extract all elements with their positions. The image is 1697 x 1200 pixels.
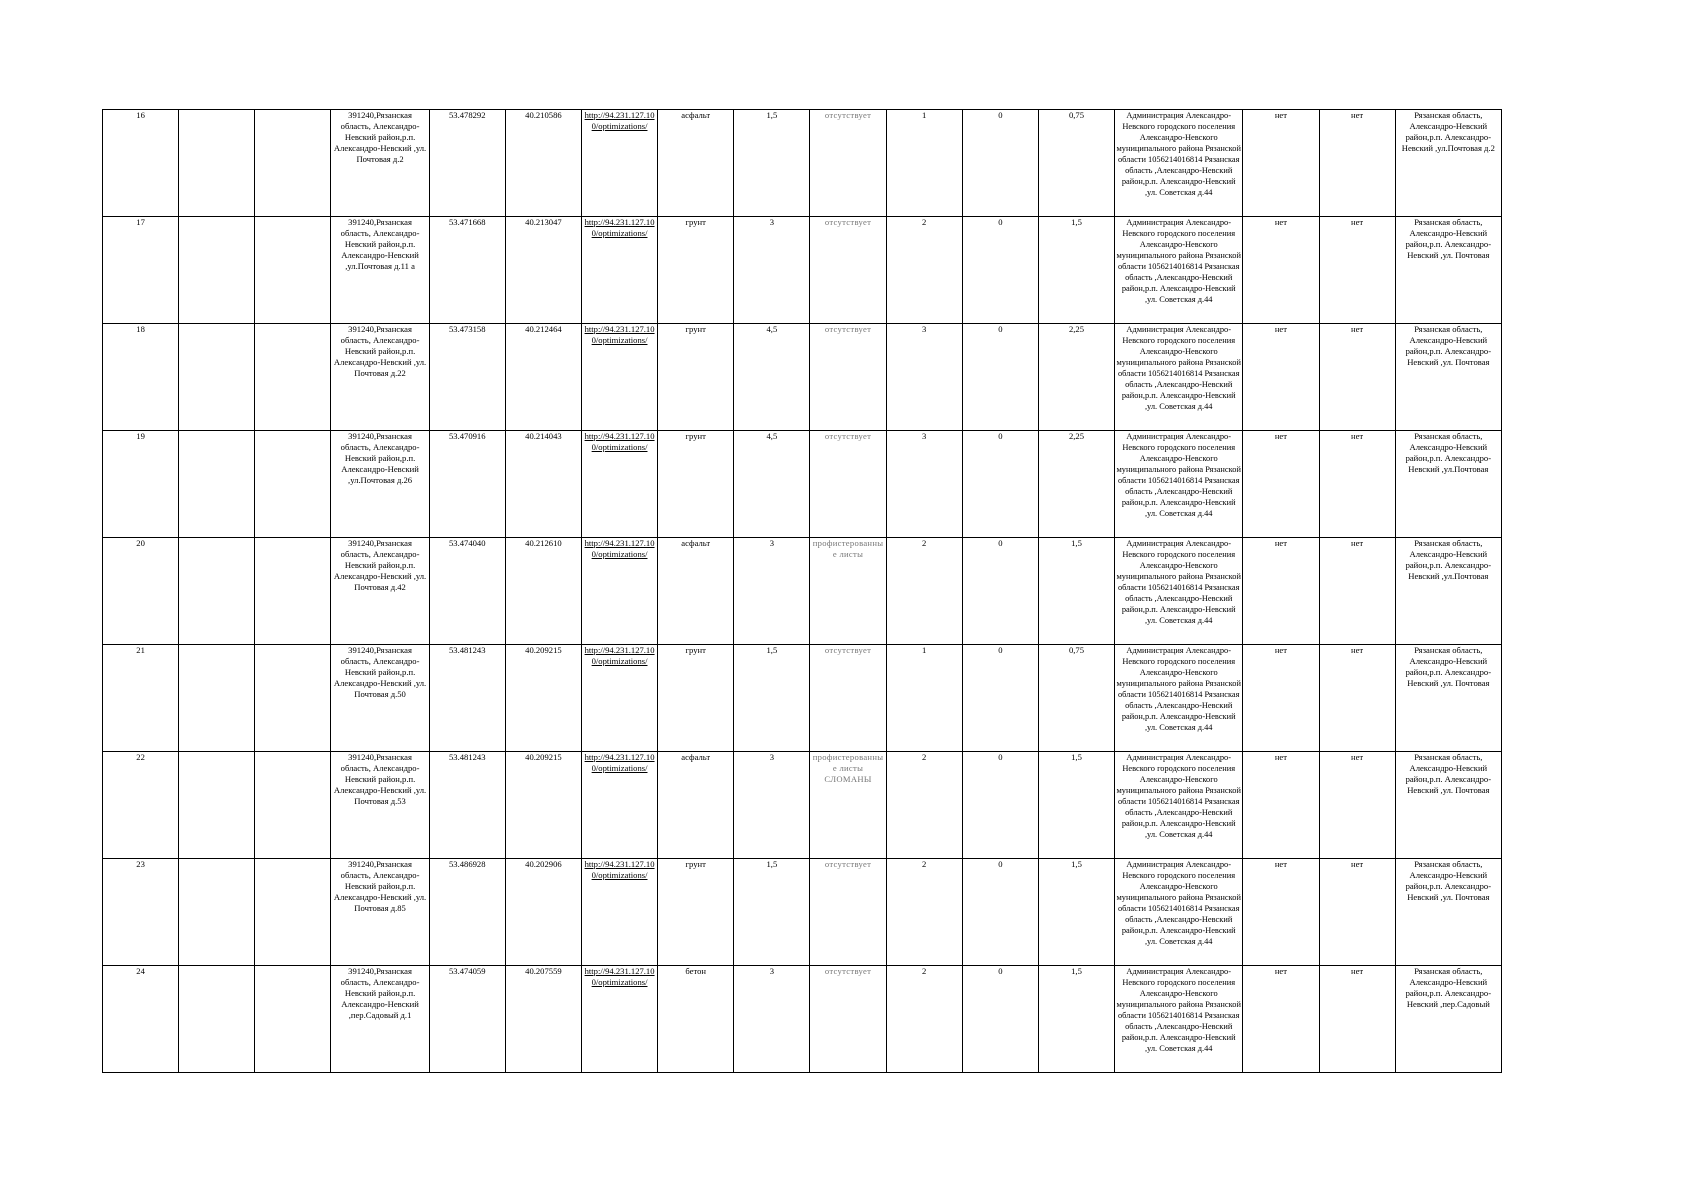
surface-cell: грунт <box>658 431 734 538</box>
row-number: 17 <box>103 217 179 324</box>
zero-cell: 0 <box>962 431 1038 538</box>
longitude-cell: 40.207559 <box>505 966 581 1073</box>
empty-cell <box>179 431 255 538</box>
area-cell: 4,5 <box>734 324 810 431</box>
latitude-cell: 53.471668 <box>429 217 505 324</box>
address-cell: 391240,Рязанская область, Александро-Невский район,р.п. Александро-Невский ,ул. Почтовая д.42 <box>331 538 429 645</box>
flag-cell: нет <box>1319 859 1395 966</box>
area-cell: 4,5 <box>734 431 810 538</box>
map-link[interactable] <box>581 645 657 752</box>
flag-cell: нет <box>1319 431 1395 538</box>
map-link[interactable] <box>581 966 657 1073</box>
row-number: 18 <box>103 324 179 431</box>
empty-cell <box>179 859 255 966</box>
flag-cell: нет <box>1243 645 1319 752</box>
zero-cell: 0 <box>962 110 1038 217</box>
location-cell: Рязанская область, Александро-Невский район,р.п. Александро-Невский ,пер.Садовый <box>1395 966 1501 1073</box>
latitude-cell: 53.474040 <box>429 538 505 645</box>
owner-cell: Администрация Александро-Невского городского поселения Александро-Невского муниципального района Рязанской области 1056214016814 Рязанская область ,Александро-Невский район,р.п. Александро-Невский ,ул. Советская д.44 <box>1115 645 1243 752</box>
fence-cell: отсутствует <box>810 324 886 431</box>
area-cell: 1,5 <box>734 110 810 217</box>
address-cell: 391240,Рязанская область, Александро-Невский район,р.п. Александро-Невский ,ул. Почтовая д.50 <box>331 645 429 752</box>
location-cell: Рязанская область, Александро-Невский район,р.п. Александро-Невский ,ул.Почтовая <box>1395 538 1501 645</box>
flag-cell: нет <box>1319 752 1395 859</box>
table-row <box>103 859 1502 966</box>
surface-cell: асфальт <box>658 538 734 645</box>
surface-cell: грунт <box>658 324 734 431</box>
table-row <box>103 966 1502 1073</box>
empty-cell <box>179 324 255 431</box>
table-body <box>103 110 1502 1073</box>
owner-cell: Администрация Александро-Невского городского поселения Александро-Невского муниципального района Рязанской области 1056214016814 Рязанская область ,Александро-Невский район,р.п. Александро-Невский ,ул. Советская д.44 <box>1115 431 1243 538</box>
address-cell: 391240,Рязанская область, Александро-Невский район,р.п. Александро-Невский ,ул. Почтовая д.22 <box>331 324 429 431</box>
volume-cell: 1,5 <box>1038 752 1114 859</box>
map-link-text[interactable]: http://94.231.127.10 0/optimizations/ <box>584 110 655 131</box>
area-cell: 1,5 <box>734 645 810 752</box>
map-link[interactable] <box>581 110 657 217</box>
zero-cell: 0 <box>962 966 1038 1073</box>
row-number: 24 <box>103 966 179 1073</box>
longitude-cell: 40.210586 <box>505 110 581 217</box>
flag-cell: нет <box>1319 645 1395 752</box>
map-link[interactable] <box>581 859 657 966</box>
area-cell: 3 <box>734 217 810 324</box>
flag-cell: нет <box>1319 217 1395 324</box>
table-row <box>103 538 1502 645</box>
longitude-cell: 40.209215 <box>505 752 581 859</box>
registry-table <box>102 109 1502 1073</box>
owner-cell: Администрация Александро-Невского городского поселения Александро-Невского муниципального района Рязанской области 1056214016814 Рязанская область ,Александро-Невский район,р.п. Александро-Невский ,ул. Советская д.44 <box>1115 966 1243 1073</box>
fence-cell: профистерованные листы СЛОМАНЫ <box>810 752 886 859</box>
flag-cell: нет <box>1243 431 1319 538</box>
longitude-cell: 40.209215 <box>505 645 581 752</box>
table-row <box>103 217 1502 324</box>
fence-cell: отсутствует <box>810 966 886 1073</box>
table-row <box>103 752 1502 859</box>
flag-cell: нет <box>1319 110 1395 217</box>
flag-cell: нет <box>1243 217 1319 324</box>
surface-cell: асфальт <box>658 110 734 217</box>
flag-cell: нет <box>1319 966 1395 1073</box>
surface-cell: бетон <box>658 966 734 1073</box>
fence-cell: отсутствует <box>810 217 886 324</box>
volume-cell: 2,25 <box>1038 324 1114 431</box>
empty-cell <box>255 431 331 538</box>
containers-count-cell: 2 <box>886 217 962 324</box>
map-link-text[interactable]: http://94.231.127.10 0/optimizations/ <box>584 538 655 559</box>
empty-cell <box>179 645 255 752</box>
latitude-cell: 53.481243 <box>429 645 505 752</box>
fence-cell: отсутствует <box>810 110 886 217</box>
volume-cell: 0,75 <box>1038 645 1114 752</box>
flag-cell: нет <box>1243 324 1319 431</box>
flag-cell: нет <box>1243 110 1319 217</box>
map-link[interactable] <box>581 217 657 324</box>
row-number: 21 <box>103 645 179 752</box>
containers-count-cell: 3 <box>886 431 962 538</box>
volume-cell: 2,25 <box>1038 431 1114 538</box>
latitude-cell: 53.473158 <box>429 324 505 431</box>
empty-cell <box>255 324 331 431</box>
empty-cell <box>255 110 331 217</box>
flag-cell: нет <box>1243 966 1319 1073</box>
row-number: 16 <box>103 110 179 217</box>
fence-cell: отсутствует <box>810 859 886 966</box>
location-cell: Рязанская область, Александро-Невский район,р.п. Александро-Невский ,ул.Почтовая д.2 <box>1395 110 1501 217</box>
owner-cell: Администрация Александро-Невского городского поселения Александро-Невского муниципального района Рязанской области 1056214016814 Рязанская область ,Александро-Невский район,р.п. Александро-Невский ,ул. Советская д.44 <box>1115 538 1243 645</box>
map-link-text[interactable]: http://94.231.127.10 0/optimizations/ <box>584 645 655 666</box>
latitude-cell: 53.481243 <box>429 752 505 859</box>
location-cell: Рязанская область, Александро-Невский район,р.п. Александро-Невский ,ул.Почтовая <box>1395 431 1501 538</box>
row-number: 19 <box>103 431 179 538</box>
location-cell: Рязанская область, Александро-Невский район,р.п. Александро-Невский ,ул. Почтовая <box>1395 217 1501 324</box>
latitude-cell: 53.470916 <box>429 431 505 538</box>
containers-count-cell: 2 <box>886 752 962 859</box>
empty-cell <box>179 966 255 1073</box>
empty-cell <box>179 538 255 645</box>
address-cell: 391240,Рязанская область, Александро-Невский район,р.п. Александро-Невский ,ул. Почтовая д.85 <box>331 859 429 966</box>
owner-cell: Администрация Александро-Невского городского поселения Александро-Невского муниципального района Рязанской области 1056214016814 Рязанская область ,Александро-Невский район,р.п. Александро-Невский ,ул. Советская д.44 <box>1115 110 1243 217</box>
zero-cell: 0 <box>962 538 1038 645</box>
map-link-text[interactable]: http://94.231.127.10 0/optimizations/ <box>584 966 655 987</box>
flag-cell: нет <box>1243 859 1319 966</box>
empty-cell <box>255 859 331 966</box>
containers-count-cell: 2 <box>886 538 962 645</box>
map-link[interactable] <box>581 324 657 431</box>
flag-cell: нет <box>1243 752 1319 859</box>
address-cell: 391240,Рязанская область, Александро-Невский район,р.п. Александро-Невский ,ул. Почтовая д.2 <box>331 110 429 217</box>
surface-cell: грунт <box>658 645 734 752</box>
map-link-text[interactable]: http://94.231.127.10 0/optimizations/ <box>584 324 655 345</box>
map-link-text[interactable]: http://94.231.127.10 0/optimizations/ <box>584 217 655 238</box>
map-link[interactable] <box>581 538 657 645</box>
row-number: 22 <box>103 752 179 859</box>
surface-cell: грунт <box>658 859 734 966</box>
fence-cell: профистерованные листы <box>810 538 886 645</box>
volume-cell: 1,5 <box>1038 966 1114 1073</box>
row-number: 23 <box>103 859 179 966</box>
area-cell: 3 <box>734 538 810 645</box>
containers-count-cell: 1 <box>886 645 962 752</box>
map-link-text[interactable]: http://94.231.127.10 0/optimizations/ <box>584 431 655 452</box>
surface-cell: грунт <box>658 217 734 324</box>
owner-cell: Администрация Александро-Невского городского поселения Александро-Невского муниципального района Рязанской области 1056214016814 Рязанская область ,Александро-Невский район,р.п. Александро-Невский ,ул. Советская д.44 <box>1115 752 1243 859</box>
zero-cell: 0 <box>962 752 1038 859</box>
volume-cell: 1,5 <box>1038 538 1114 645</box>
address-cell: 391240,Рязанская область, Александро-Невский район,р.п. Александро-Невский ,ул. Почтовая д.53 <box>331 752 429 859</box>
containers-count-cell: 3 <box>886 324 962 431</box>
empty-cell <box>255 217 331 324</box>
map-link[interactable] <box>581 752 657 859</box>
zero-cell: 0 <box>962 217 1038 324</box>
zero-cell: 0 <box>962 324 1038 431</box>
flag-cell: нет <box>1319 324 1395 431</box>
surface-cell: асфальт <box>658 752 734 859</box>
table-row <box>103 324 1502 431</box>
latitude-cell: 53.478292 <box>429 110 505 217</box>
latitude-cell: 53.474059 <box>429 966 505 1073</box>
longitude-cell: 40.202906 <box>505 859 581 966</box>
fence-cell: отсутствует <box>810 645 886 752</box>
row-number: 20 <box>103 538 179 645</box>
longitude-cell: 40.214043 <box>505 431 581 538</box>
empty-cell <box>255 966 331 1073</box>
table-row <box>103 645 1502 752</box>
containers-count-cell: 2 <box>886 966 962 1073</box>
area-cell: 1,5 <box>734 859 810 966</box>
volume-cell: 1,5 <box>1038 859 1114 966</box>
empty-cell <box>179 752 255 859</box>
flag-cell: нет <box>1243 538 1319 645</box>
address-cell: 391240,Рязанская область, Александро-Невский район,р.п. Александро-Невский ,ул.Почтовая д.26 <box>331 431 429 538</box>
table-row <box>103 110 1502 217</box>
location-cell: Рязанская область, Александро-Невский район,р.п. Александро-Невский ,ул. Почтовая <box>1395 324 1501 431</box>
volume-cell: 0,75 <box>1038 110 1114 217</box>
zero-cell: 0 <box>962 859 1038 966</box>
map-link[interactable] <box>581 431 657 538</box>
area-cell: 3 <box>734 752 810 859</box>
longitude-cell: 40.213047 <box>505 217 581 324</box>
empty-cell <box>255 752 331 859</box>
location-cell: Рязанская область, Александро-Невский район,р.п. Александро-Невский ,ул. Почтовая <box>1395 859 1501 966</box>
zero-cell: 0 <box>962 645 1038 752</box>
containers-count-cell: 1 <box>886 110 962 217</box>
empty-cell <box>255 645 331 752</box>
fence-cell: отсутствует <box>810 431 886 538</box>
owner-cell: Администрация Александро-Невского городского поселения Александро-Невского муниципального района Рязанской области 1056214016814 Рязанская область ,Александро-Невский район,р.п. Александро-Невский ,ул. Советская д.44 <box>1115 859 1243 966</box>
address-cell: 391240,Рязанская область, Александро-Невский район,р.п. Александро-Невский ,ул.Почтовая д.11 а <box>331 217 429 324</box>
longitude-cell: 40.212610 <box>505 538 581 645</box>
map-link-text[interactable]: http://94.231.127.10 0/optimizations/ <box>584 752 655 773</box>
empty-cell <box>179 217 255 324</box>
address-cell: 391240,Рязанская область, Александро-Невский район,р.п. Александро-Невский ,пер.Садовый д.1 <box>331 966 429 1073</box>
empty-cell <box>255 538 331 645</box>
empty-cell <box>179 110 255 217</box>
longitude-cell: 40.212464 <box>505 324 581 431</box>
owner-cell: Администрация Александро-Невского городского поселения Александро-Невского муниципального района Рязанской области 1056214016814 Рязанская область ,Александро-Невский район,р.п. Александро-Невский ,ул. Советская д.44 <box>1115 324 1243 431</box>
map-link-text[interactable]: http://94.231.127.10 0/optimizations/ <box>584 859 655 880</box>
owner-cell: Администрация Александро-Невского городского поселения Александро-Невского муниципального района Рязанской области 1056214016814 Рязанская область ,Александро-Невский район,р.п. Александро-Невский ,ул. Советская д.44 <box>1115 217 1243 324</box>
latitude-cell: 53.486928 <box>429 859 505 966</box>
location-cell: Рязанская область, Александро-Невский район,р.п. Александро-Невский ,ул. Почтовая <box>1395 752 1501 859</box>
flag-cell: нет <box>1319 538 1395 645</box>
volume-cell: 1,5 <box>1038 217 1114 324</box>
containers-count-cell: 2 <box>886 859 962 966</box>
location-cell: Рязанская область, Александро-Невский район,р.п. Александро-Невский ,ул. Почтовая <box>1395 645 1501 752</box>
area-cell: 3 <box>734 966 810 1073</box>
table-row <box>103 431 1502 538</box>
